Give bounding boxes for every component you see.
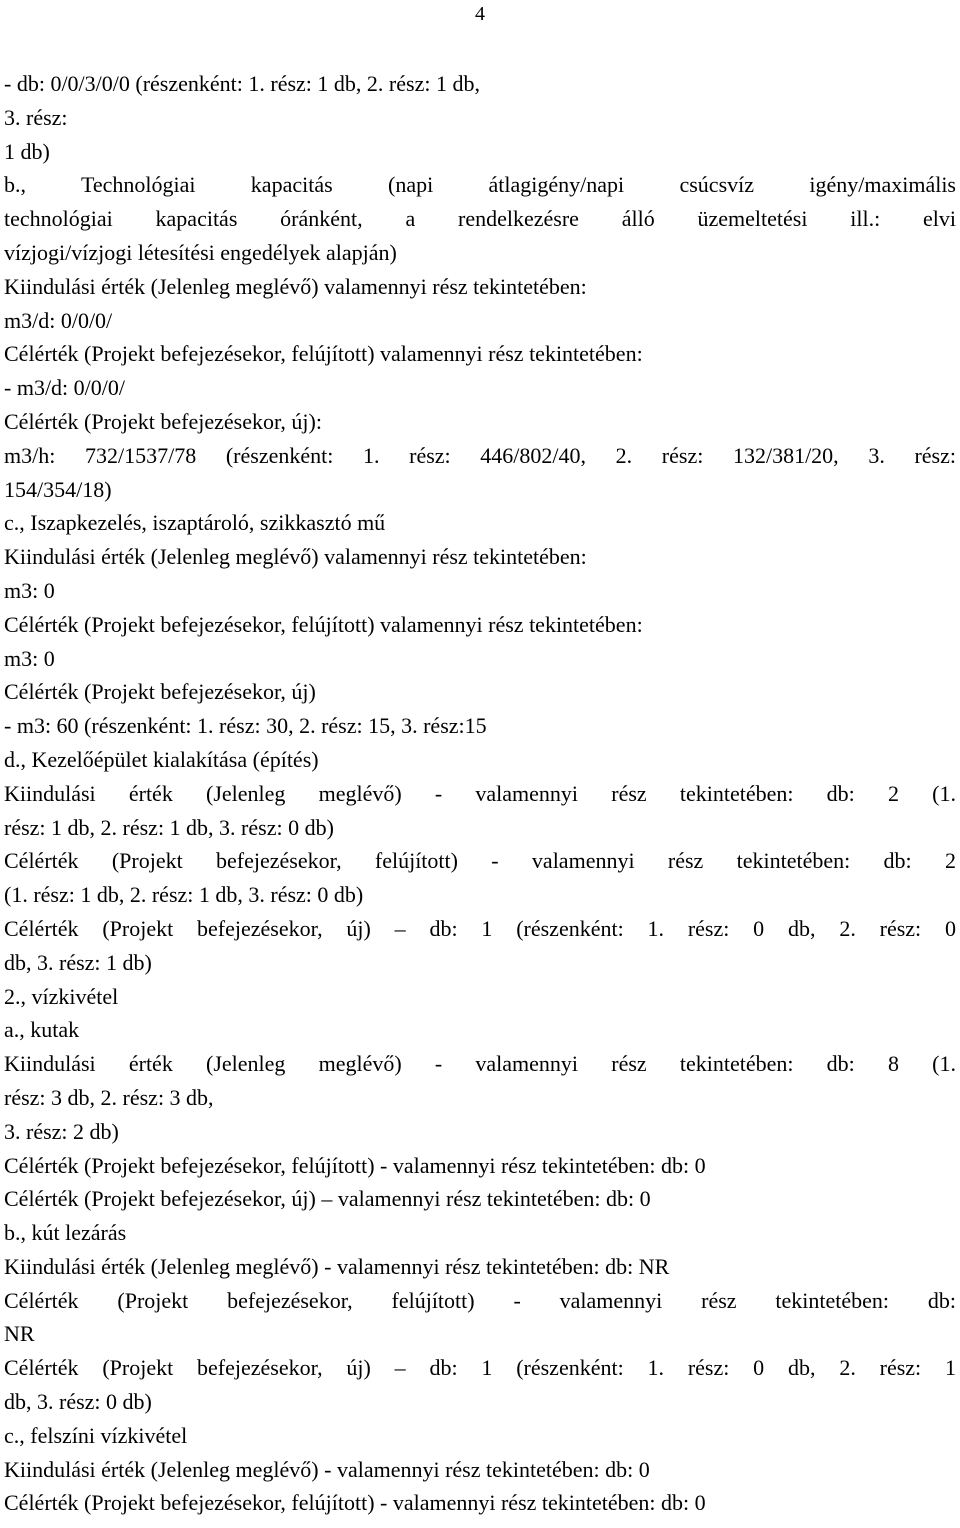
- text-line: c., felszíni vízkivétel: [4, 1422, 188, 1448]
- text-line: 3. rész: 2 db): [4, 1118, 119, 1144]
- text-line: Célérték (Projekt befejezésekor, felújított) - valamennyi rész tekintetében: db: 2: [4, 848, 956, 874]
- text-line: m3: 0: [4, 645, 55, 671]
- text-line: - m3: 60 (részenként: 1. rész: 30, 2. rész: 15, 3. rész:15: [4, 713, 487, 739]
- text-line: Célérték (Projekt befejezésekor, új): [4, 679, 316, 705]
- text-line: b., Technológiai kapacitás (napi átlagigény/napi csúcsvíz igény/maximális: [4, 172, 956, 198]
- text-line: 1 db): [4, 138, 50, 164]
- text-line: Célérték (Projekt befejezésekor, új) – valamennyi rész tekintetében: db: 0: [4, 1186, 651, 1212]
- text-line: Célérték (Projekt befejezésekor, új):: [4, 408, 322, 434]
- text-line: Kiindulási érték (Jelenleg meglévő) valamennyi rész tekintetében:: [4, 273, 587, 299]
- text-line: Célérték (Projekt befejezésekor, felújított) valamennyi rész tekintetében:: [4, 611, 643, 637]
- document-body: [4, 67, 956, 1520]
- text-line: b., kút lezárás: [4, 1220, 127, 1246]
- text-line: Kiindulási érték (Jelenleg meglévő) valamennyi rész tekintetében:: [4, 544, 587, 570]
- text-line: Célérték (Projekt befejezésekor, új) – db: 1 (részenként: 1. rész: 0 db, 2. rész: 0: [4, 915, 956, 941]
- text-line: db, 3. rész: 1 db): [4, 949, 152, 975]
- text-line: Célérték (Projekt befejezésekor, felújított) - valamennyi rész tekintetében: db:: [4, 1287, 956, 1313]
- text-line: 3. rész:: [4, 104, 68, 130]
- text-line: Célérték (Projekt befejezésekor, felújított) - valamennyi rész tekintetében: db: 0: [4, 1490, 706, 1516]
- text-line: Kiindulási érték (Jelenleg meglévő) - valamennyi rész tekintetében: db: 2 (1.: [4, 780, 956, 806]
- text-line: rész: 3 db, 2. rész: 3 db,: [4, 1084, 214, 1110]
- text-line: db, 3. rész: 0 db): [4, 1389, 152, 1415]
- text-line: m3/h: 732/1537/78 (részenként: 1. rész: 446/802/40, 2. rész: 132/381/20, 3. rész:: [4, 442, 956, 468]
- text-line: - db: 0/0/3/0/0 (részenként: 1. rész: 1 db, 2. rész: 1 db,: [4, 71, 480, 96]
- text-line: 154/354/18): [4, 476, 112, 502]
- text-line: Célérték (Projekt befejezésekor, új) – db: 1 (részenként: 1. rész: 0 db, 2. rész: 1: [4, 1355, 956, 1381]
- page-number: 4: [475, 3, 485, 25]
- text-line: NR: [4, 1321, 35, 1347]
- text-line: Célérték (Projekt befejezésekor, felújított) valamennyi rész tekintetében:: [4, 341, 643, 367]
- text-line: d., Kezelőépület kialakítása (építés): [4, 746, 319, 772]
- text-line: Kiindulási érték (Jelenleg meglévő) - valamennyi rész tekintetében: db: 8 (1.: [4, 1051, 956, 1077]
- text-line: - m3/d: 0/0/0/: [4, 375, 125, 401]
- text-line: Célérték (Projekt befejezésekor, felújított) - valamennyi rész tekintetében: db: 0: [4, 1152, 706, 1178]
- text-line: a., kutak: [4, 1017, 80, 1043]
- text-line: Kiindulási érték (Jelenleg meglévő) - valamennyi rész tekintetében: db: NR: [4, 1253, 670, 1279]
- text-line: vízjogi/vízjogi létesítési engedélyek alapján): [4, 239, 397, 265]
- text-line: m3/d: 0/0/0/: [4, 307, 113, 333]
- text-line: technológiai kapacitás óránként, a rendelkezésre álló üzemeltetési ill.: elvi: [4, 206, 956, 232]
- text-line: 2., vízkivétel: [4, 983, 119, 1009]
- text-line: Kiindulási érték (Jelenleg meglévő) - valamennyi rész tekintetében: db: 0: [4, 1456, 650, 1482]
- text-line: rész: 1 db, 2. rész: 1 db, 3. rész: 0 db): [4, 814, 334, 840]
- text-line: (1. rész: 1 db, 2. rész: 1 db, 3. rész: 0 db): [4, 882, 364, 908]
- text-line: c., Iszapkezelés, iszaptároló, szikkasztó mű: [4, 510, 386, 536]
- text-line: m3: 0: [4, 577, 55, 603]
